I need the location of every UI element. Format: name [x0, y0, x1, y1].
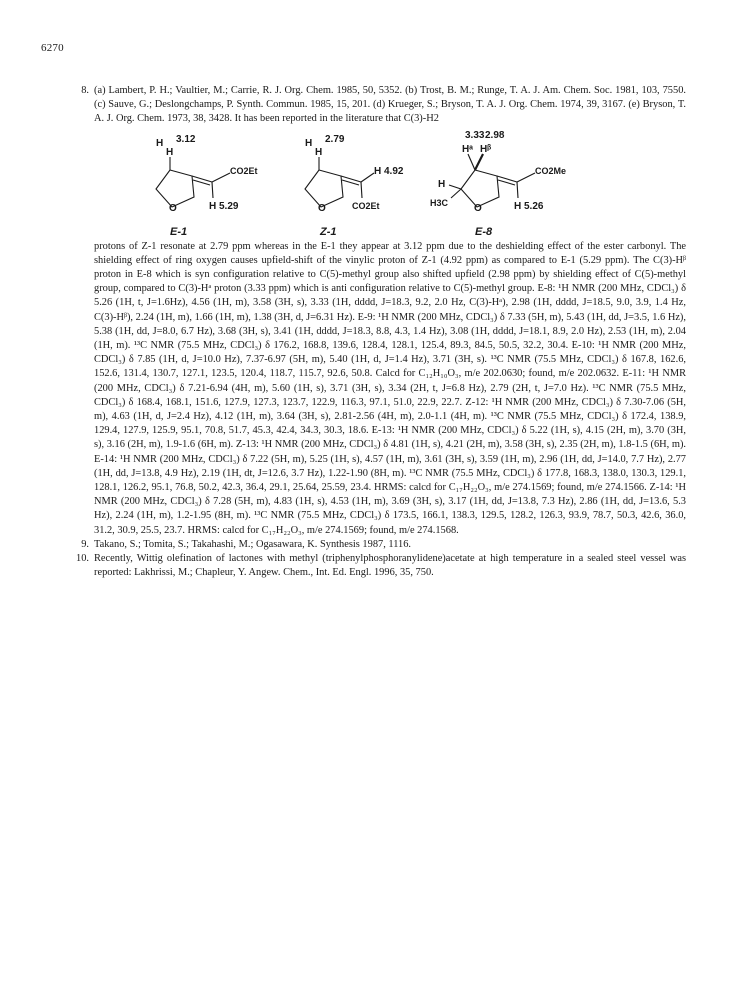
e8-vinyl-h: H 5.26	[514, 200, 544, 212]
footnote-8-body: protons of Z-1 resonate at 2.79 ppm whereas in the E-1 they appear at 3.12 ppm due to the deshielding effect of the ester carbonyl. The shielding effect of ring oxygen causes upfield-shift of the vinylic proton of Z-1 (4.92 ppm) as compared to E-1 (5.29 ppm). The C(3)-Hᵝ proton in E-8 which is syn configuration relative to C(5)-methyl group also shifted upfield (2.98 ppm) by shielding effect of C(5)-methyl group, compared to C(3)-Hᵃ proton (3.33 ppm) which is anti configuration relative to C(5)-methyl group. E-8: ¹H NMR (200 MHz, CDCl₃) δ 5.26 (1H, t, J=1.6Hz), 4.56 (1H, m), 3.58 (3H, s), 3.33 (1H, dddd, J=18.3, 9.2, 2.0 Hz, C(3)-Hᵃ), 2.98 (1H, dddd, J=18.5, 9.0, 3.9, 1.4 Hz, C(3)-Hᵝ), 2.24 (1H, m), 1.66 (1H, m), 1.38 (3H, d, J=6.31 Hz). E-9: ¹H NMR (200 MHz, CDCl₃) δ 7.33 (5H, m), 5.43 (1H, dd, J=3.5, 1.6 Hz), 5.38 (1H, dd, J=8.0, 6.7 Hz), 3.68 (3H, s), 3.41 (1H, dddd, J=18.3, 8.8, 4.3, 1.4 Hz), 3.08 (1H, dddd, J=18.1, 8.9, 2.0 Hz), 2.53 (1H, m), 2.04 (1H, m). ¹³C NMR (75.5 MHz, CDCl₃) δ 176.2, 168.8, 139.6, 128.4, 128.1, 125.4, 89.3, 84.5, 50.5, 32.2, 30.4. E-10: ¹H NMR (200 MHz, CDCl₃) δ 7.85 (1H, d, J=10.0 Hz), 7.37-6.97 (5H, m), 5.40 (1H, d, J=1.4 Hz), 3.71 (3H, s). ¹³C NMR (75.5 MHz, CDCl₃) δ 167.8, 162.6, 152.6, 131.4, 130.7, 127.1, 123.5, 120.4, 118.7, 115.7, 92.6, 50.8. Calcd for C₁₂H₁₀O₃, m/e 202.0630; found, m/e 202.0632. E-11: ¹H NMR (200 MHz, CDCl₃) δ 7.21-6.94 (4H, m), 5.60 (1H, s), 3.71 (3H, s), 3.34 (2H, t, J=6.8 Hz), 2.79 (2H, t, J=7.0 Hz). ¹³C NMR (75.5 MHz, CDCl₃) δ 168.4, 168.1, 151.6, 127.9, 127.3, 123.7, 122.9, 116.3, 97.1, 51.0, 22.9, 22.7. Z-12: ¹H NMR (200 MHz, CDCl₃) δ 7.30-7.06 (5H, m), 4.63 (1H, d, J=2.4 Hz), 4.12 (1H, m), 3.64 (3H, s), 2.81-2.56 (4H, m), 2.0-1.1 (4H, m). ¹³C NMR (75.5 MHz, CDCl₃) δ 172.4, 138.9, 129.4, 127.9, 125.9, 95.1, 70.8, 51.7, 45.3, 42.4, 34.3, 30.3, 18.6. E-13: ¹H NMR (200 MHz, CDCl₃) δ 5.22 (1H, s), 4.15 (2H, m), 3.70 (3H, s), 3.16 (2H, m), 1.9-1.6 (6H, m). Z-13: ¹H NMR (200 MHz, CDCl₃) δ 4.81 (1H, s), 4.21 (2H, m), 3.58 (3H, s), 2.35 (2H, m), 1.8-1.5 (6H, m). E-14: ¹H NMR (200 MHz, CDCl₃) δ 7.22 (5H, m), 5.25 (1H, s), 4.57 (1H, m), 3.61 (3H, s), 3.59 (1H, m), 2.96 (1H, dd, J=14.0, 7.7 Hz), 2.77 (1H, dd, J=13.8, 4.9 Hz), 2.19 (1H, dt, J=12.6, 3.7 Hz), 1.22-1.90 (8H, m). ¹³C NMR (75.5 MHz, CDCl₃) δ 177.8, 168.3, 138.0, 130.3, 129.1, 128.1, 126.2, 95.1, 76.8, 50.2, 42.3, 36.4, 29.1, 25.64, 25.59, 23.4. HRMS: calcd for C₁₇H₂₂O₃, m/e 274.1569; found, m/e 274.1566. Z-14: ¹H NMR (200 MHz, CDCl₃) δ 7.28 (5H, m), 4.83 (1H, s), 4.53 (1H, m), 3.69 (3H, s), 3.17 (1H, dd, J=13.8, 7.3 Hz), 2.86 (1H, dd, J=13.6, 5.3 Hz), 2.24 (1H, m), 1.2-1.95 (8H, m). ¹³C NMR (75.5 MHz, CDCl₃) δ 173.5, 166.1, 138.3, 129.5, 128.2, 126.3, 93.9, 78.7, 50.3, 42.6, 36.0, 31.2, 30.9, 25.5, 23.7. HRMS: calcd for C₁₇H₂₂O₃, m/e 274.1569; found, m/e 274.1568.	[94, 240, 686, 536]
bond-e8-vinyl-h	[517, 182, 518, 198]
z1-h3-hydrogen: H	[315, 146, 323, 158]
footnote-number: 10.	[76, 553, 89, 565]
footnote-number: 9.	[81, 538, 89, 550]
footnote-body: Takano, S.; Tomita, S.; Takahashi, M.; Ogasawara, K. Synthesis 1987, 1116.	[94, 538, 412, 550]
e8-label: E-8	[475, 225, 493, 238]
e8-ha-shift: 3.33	[465, 129, 485, 141]
e8-hb-hydrogen: Hᵝ	[480, 143, 492, 155]
bond-e8-h5	[449, 185, 461, 189]
e1-ring-oxygen: O	[169, 202, 177, 214]
structure-e8	[449, 154, 535, 207]
structures-drawing	[94, 127, 686, 240]
structure-e1	[156, 157, 230, 207]
footnote-body: Recently, Wittig olefination of lactones with methyl (triphenylphosphoranylidene)acetate at high temperature in a sealed steel vessel was reported: Lakhrissi, M.; Chapleur, Y. Angew. Chem., Int. Ed. Engl. 1996, 35, 750.	[94, 553, 686, 579]
footnotes	[74, 84, 686, 580]
chemical-structures-figure	[94, 127, 686, 240]
e8-ring-oxygen: O	[474, 202, 482, 214]
z1-h3-hydrogen-b: H	[305, 137, 313, 149]
footnote-9	[74, 538, 686, 552]
page-number: 6270	[41, 42, 64, 54]
bond-e8-hb	[475, 154, 483, 170]
footnote-body	[94, 84, 686, 538]
bond-e8-ha	[468, 154, 475, 170]
e1-vinyl-h: H 5.29	[209, 200, 239, 212]
structure-z1	[305, 157, 374, 207]
z1-h3-shift: 2.79	[325, 133, 345, 145]
bond-z1-vinyl-h	[361, 173, 374, 182]
bond-e1-ester	[212, 173, 230, 182]
ring-e1	[156, 170, 194, 207]
e8-methyl: H3C	[430, 197, 449, 208]
footnote-number: 8.	[81, 85, 89, 96]
e8-ha-hydrogen: Hᵃ	[462, 143, 473, 155]
z1-ring-oxygen: O	[318, 202, 326, 214]
footnote-8-intro: (a) Lambert, P. H.; Vaultier, M.; Carrie, R. J. Org. Chem. 1985, 50, 5352. (b) Trost, B. M.; Runge, T. A. J. Am. Chem. Soc. 1981, 103, 7550. (c) Sauve, G.; Deslongchamps, P. Synth. Commun. 1985, 15, 201. (d) Krueger, S.; Bryson, T. A. J. Org. Chem. 1974, 39, 3167. (e) Bryson, T. A. J. Org. Chem. 1973, 38, 3428. It has been reported in the literature that C(3)-H2	[94, 85, 686, 125]
ring-e8	[461, 170, 499, 207]
e1-h3-hydrogen: H	[166, 146, 174, 158]
e1-label: E-1	[170, 225, 188, 238]
e8-h5-hydrogen: H	[438, 178, 446, 190]
bond-e8-methyl	[451, 189, 461, 198]
bond-z1-ester	[361, 182, 362, 198]
e1-h3-hydrogen-b: H	[156, 137, 164, 149]
e1-ester: CO2Et	[230, 165, 258, 176]
z1-label: Z-1	[320, 225, 337, 238]
z1-vinyl-h: H 4.92	[374, 165, 404, 177]
footnote-8	[74, 84, 686, 538]
e8-ester: CO2Me	[535, 165, 567, 176]
bond-e8-ester	[517, 173, 535, 182]
bond-e1-vinyl-h	[212, 182, 213, 198]
z1-ester: CO2Et	[352, 200, 380, 211]
ring-z1	[305, 170, 343, 207]
e8-hb-shift: 2.98	[485, 129, 505, 141]
e1-h3-shift: 3.12	[176, 133, 196, 145]
footnote-10	[74, 552, 686, 580]
